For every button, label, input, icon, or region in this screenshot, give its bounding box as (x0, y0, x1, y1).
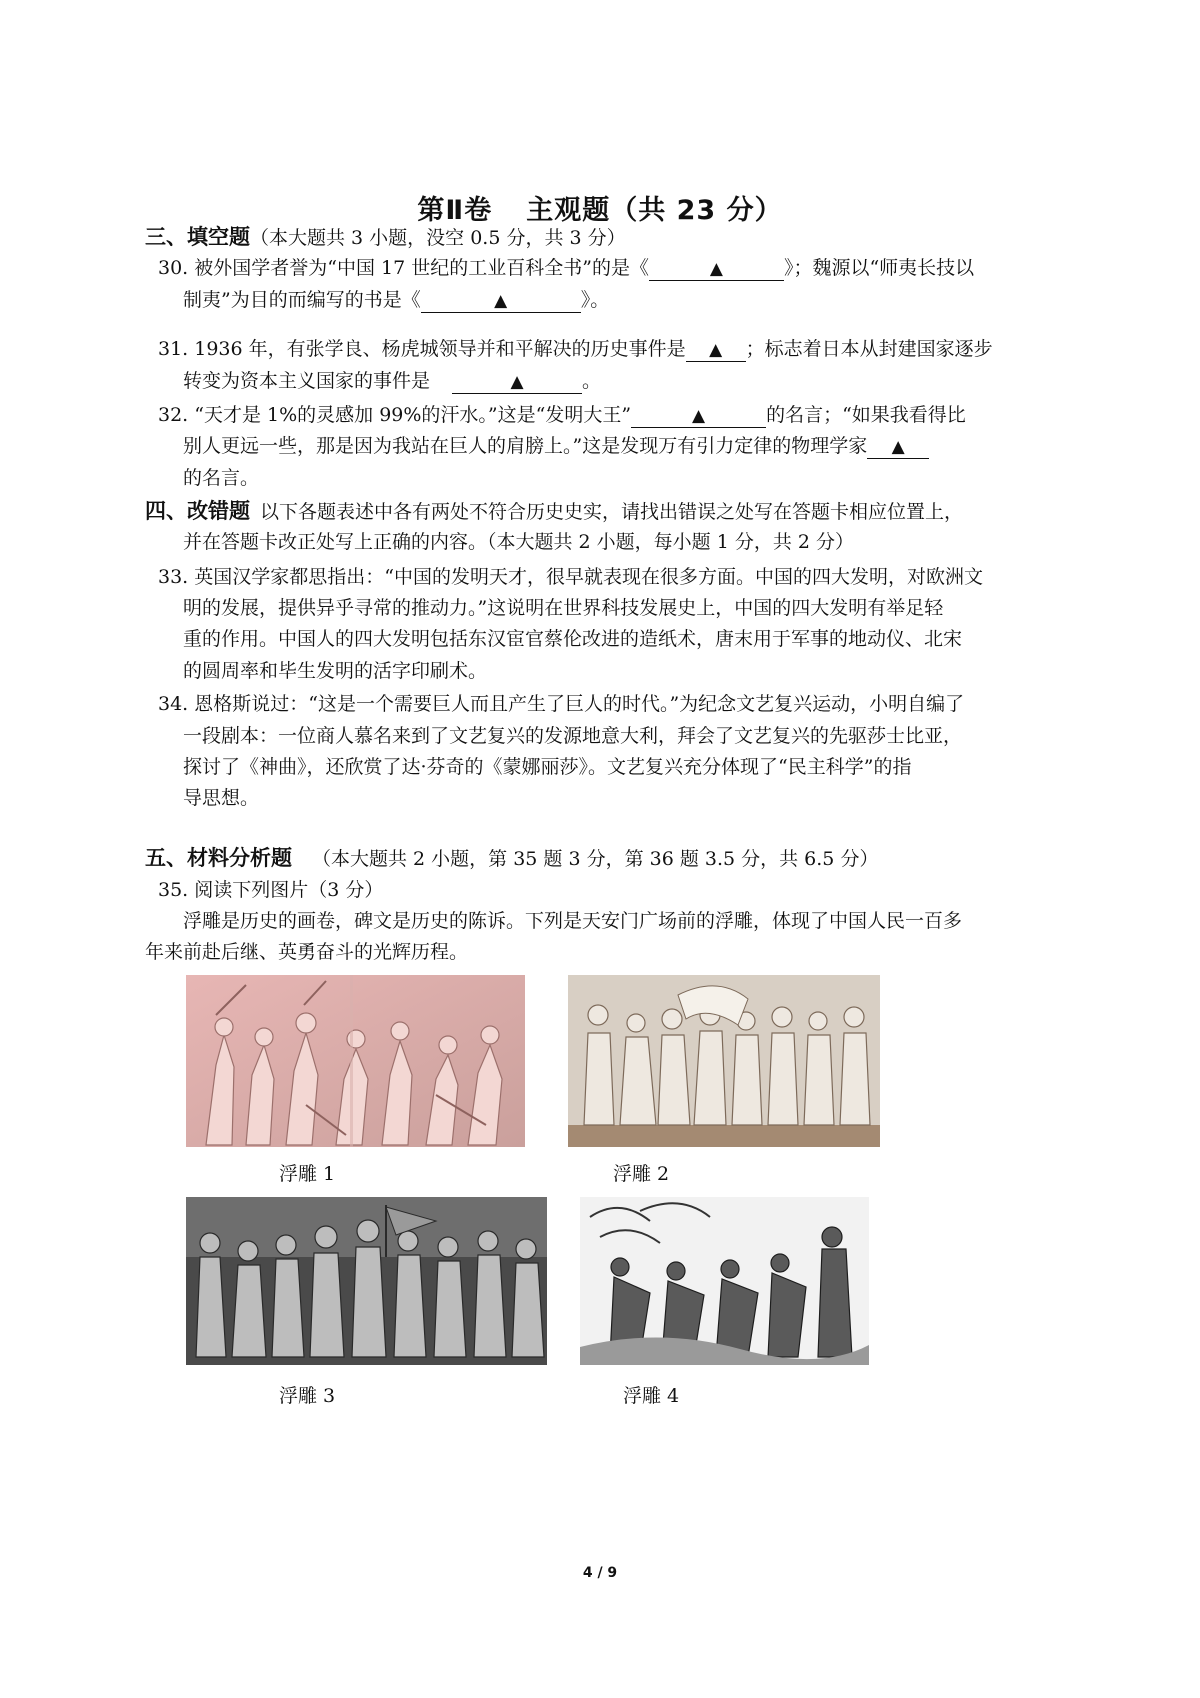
question-text: 转变为资本主义国家的事件是 (183, 370, 431, 392)
question-text: 》。 (580, 289, 610, 311)
section-heading-3 (145, 222, 626, 253)
section-note: （本大题共 2 小题，第 35 题 3 分，第 36 题 3.5 分，共 6.5 分） (312, 848, 879, 870)
answer-blank (452, 369, 582, 394)
section-note: （本大题共 3 小题，没空 0.5 分，共 3 分） (250, 227, 626, 249)
relief-image-2 (568, 975, 880, 1147)
question-34-line1 (158, 689, 964, 719)
triangle-icon: ▲ (494, 291, 508, 311)
page-number: 4 / 9 (582, 1565, 618, 1581)
question-33-line3 (183, 624, 962, 654)
triangle-icon: ▲ (709, 259, 723, 279)
section-title: 四、改错题 (145, 499, 250, 523)
section-heading-4 (145, 496, 963, 527)
question-text: 》；魏源以“师夷长技以 (783, 257, 975, 279)
question-text: 年来前赴后继、英勇奋斗的光辉历程。 (145, 941, 469, 963)
section-note: 以下各题表述中各有两处不符合历史史实，请找出错误之处写在答题卡相应位置上， (260, 501, 964, 523)
question-text: 34. 恩格斯说过：“这是一个需要巨人而且产生了巨人的时代。”为纪念文艺复兴运动，小明自编了 (158, 693, 965, 715)
figure-caption-3: 浮雕 3 (279, 1385, 336, 1407)
question-text: 。 (582, 370, 602, 392)
question-32-line3 (183, 463, 259, 493)
question-text: 明的发展，提供异乎寻常的推动力。”这说明在世界科技发展史上，中国的四大发明有举足轻 (183, 597, 944, 619)
question-text: 导思想。 (183, 787, 260, 809)
relief-image-3 (186, 1197, 547, 1365)
question-text: ；标志着日本从封建国家逐步 (745, 338, 993, 360)
question-text: 31. 1936 年，有张学良、杨虎城领导并和平解决的历史事件是 (158, 338, 686, 360)
answer-blank (631, 403, 766, 428)
question-35-para2 (145, 937, 468, 967)
figure-caption-2: 浮雕 2 (613, 1163, 670, 1185)
question-33-line4 (183, 656, 487, 686)
relief-image-1 (186, 975, 525, 1147)
question-text: 35. 阅读下列图片（3 分） (158, 879, 384, 901)
question-text: 探讨了《神曲》，还欣赏了达·芬奇的《蒙娜丽莎》。文艺复兴充分体现了“民主科学”的指 (183, 756, 912, 778)
question-30-line2 (183, 285, 609, 315)
question-text: 的圆周率和毕生发明的活字印刷术。 (183, 660, 488, 682)
question-31-line2 (183, 366, 601, 396)
question-34-line3 (183, 752, 911, 782)
answer-blank (649, 256, 784, 281)
question-text: 30. 被外国学者誉为“中国 17 世纪的工业百科全书”的是《 (158, 257, 649, 279)
triangle-icon: ▲ (891, 437, 905, 457)
question-30-line1 (158, 253, 974, 283)
figure-caption-1: 浮雕 1 (279, 1163, 336, 1185)
question-text: 33. 英国汉学家都思指出：“中国的发明天才，很早就表现在很多方面。中国的四大发明，对欧洲文 (158, 566, 983, 588)
question-34-line2 (183, 721, 962, 751)
title-subtitle: 主观题（共 23 分） (526, 195, 783, 226)
relief-image-4 (580, 1197, 869, 1365)
question-35-title (158, 875, 383, 905)
question-32-line1 (158, 400, 966, 430)
answer-blank (867, 434, 929, 459)
question-31-line1 (158, 334, 993, 364)
question-text: 制夷”为目的而编写的书是《 (183, 289, 421, 311)
question-text: 浮雕是历史的画卷，碑文是历史的陈诉。下列是天安门广场前的浮雕，体现了中国人民一百多 (183, 910, 963, 932)
question-text: 一段剧本：一位商人慕名来到了文艺复兴的发源地意大利，拜会了文艺复兴的先驱莎士比亚， (183, 725, 963, 747)
section-heading-5 (145, 843, 878, 874)
section-4-note-line2 (183, 527, 854, 557)
triangle-icon: ▲ (709, 340, 723, 360)
question-34-line4 (183, 783, 259, 813)
section-title: 三、填空题 (145, 225, 250, 249)
title-part: 第Ⅱ卷 (417, 195, 493, 226)
triangle-icon: ▲ (692, 406, 706, 426)
triangle-icon: ▲ (510, 372, 524, 392)
question-text: 的名言；“如果我看得比 (766, 404, 966, 426)
question-33-line1 (158, 562, 983, 592)
question-text: 的名言。 (183, 467, 260, 489)
question-33-line2 (183, 593, 943, 623)
question-35-para1 (183, 906, 962, 936)
figure-caption-4: 浮雕 4 (623, 1385, 680, 1407)
question-text: 别人更远一些，那是因为我站在巨人的肩膀上。”这是发现万有引力定律的物理学家 (183, 435, 868, 457)
question-32-line2 (183, 431, 929, 461)
answer-blank (686, 337, 746, 362)
section-title: 五、材料分析题 (145, 846, 292, 870)
question-text: 重的作用。中国人的四大发明包括东汉宦官蔡伦改进的造纸术，唐末用于军事的地动仪、北宋 (183, 628, 963, 650)
section-note: 并在答题卡改正处写上正确的内容。（本大题共 2 小题，每小题 1 分，共 2 分） (183, 531, 855, 553)
answer-blank (421, 288, 581, 313)
question-text: 32. “天才是 1%的灵感加 99%的汗水。”这是“发明大王” (158, 404, 632, 426)
